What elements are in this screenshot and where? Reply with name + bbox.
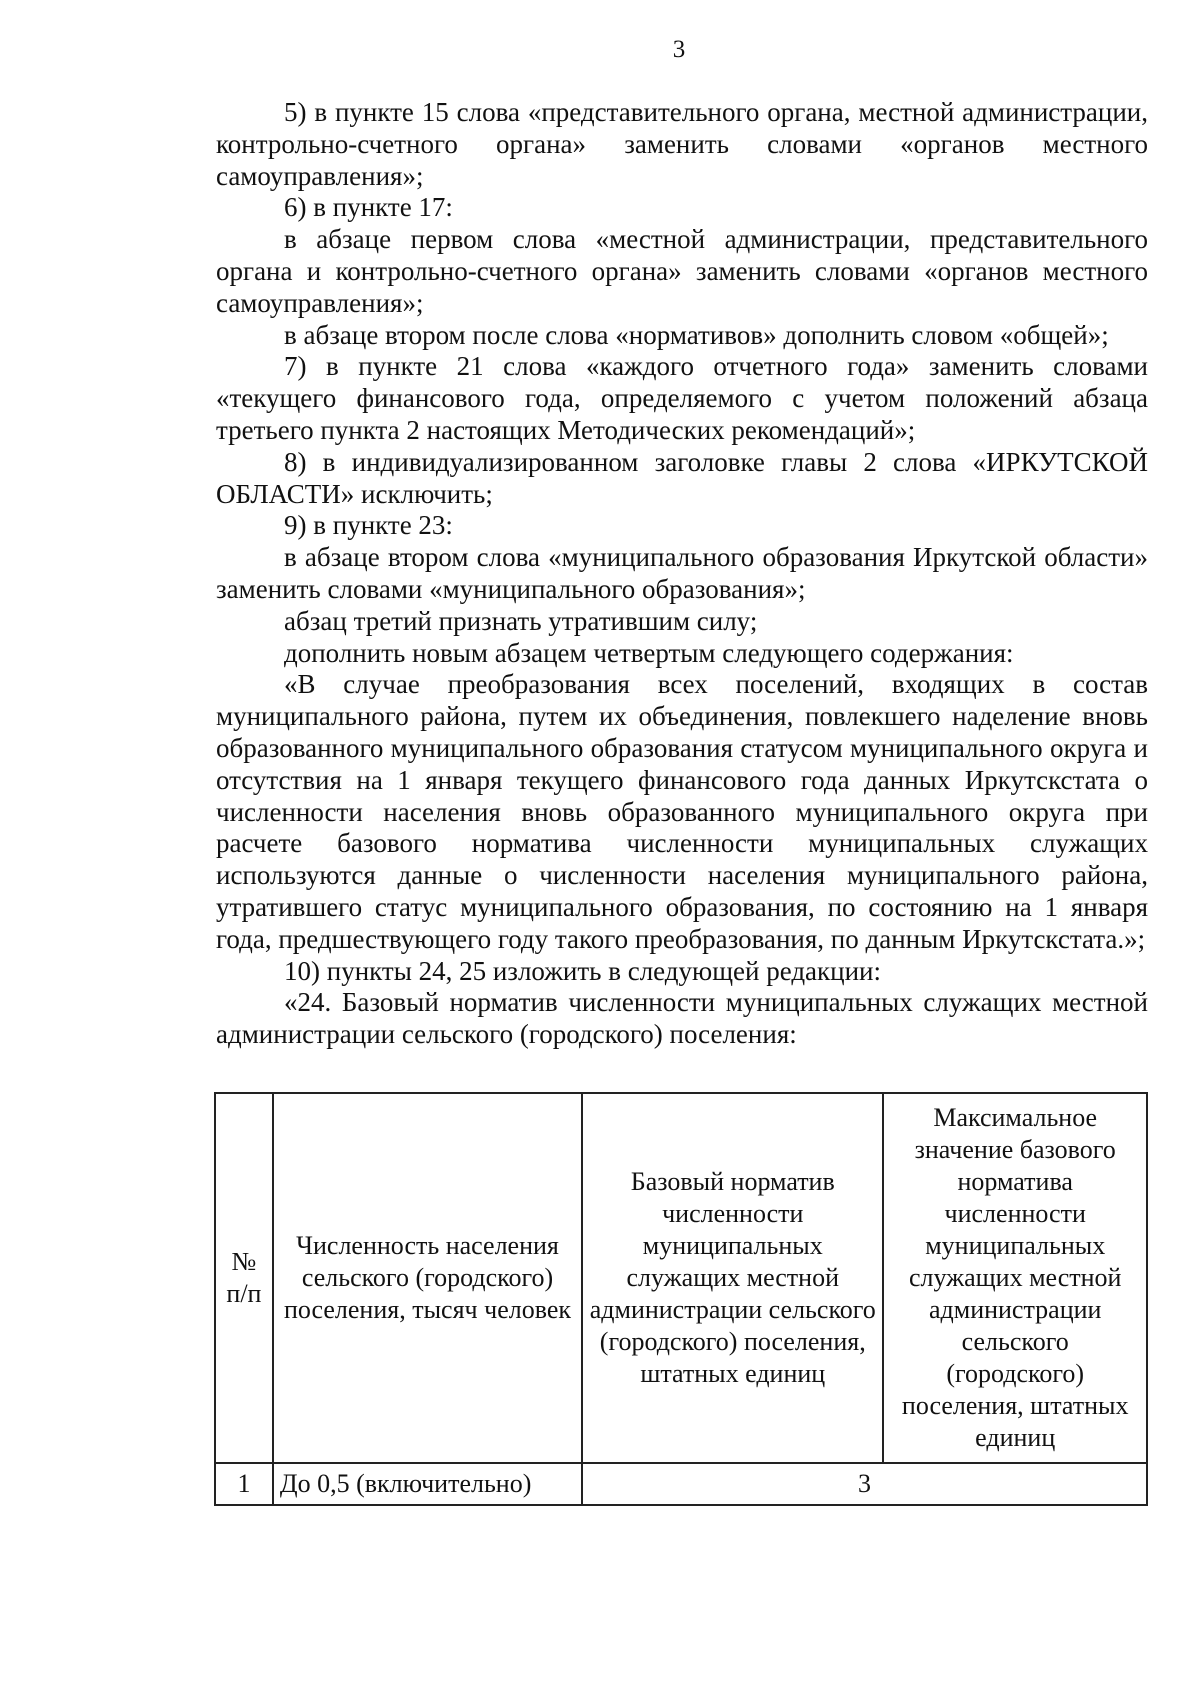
paragraph: в абзаце первом слова «местной администрации, представительного органа и контрольно-счетного органа» заменить словами «органов местного самоуправления»; [216,224,1148,318]
cell-norm-value: 3 [582,1463,1147,1505]
paragraph: в абзаце втором слова «муниципального образования Иркутской области» заменить словами «муниципального образования»; [216,542,1148,604]
paragraph: 8) в индивидуализированном заголовке главы 2 слова «ИРКУТСКОЙ ОБЛАСТИ» исключить; [216,446,1148,509]
header-base-norm: Базовый норматив численности муниципальных служащих местной администрации сельского (городского) поселения, штатных единиц [582,1093,883,1463]
norms-table [214,1092,1148,1506]
header-max-norm: Максимальное значение базового норматива численности муниципальных служащих местной администрации сельского (городского) поселения, штатных единиц [883,1093,1147,1463]
paragraph: абзац третий признать утратившим силу; [284,605,758,636]
header-population: Численность населения сельского (городского) поселения, тысяч человек [273,1093,582,1463]
cell-number: 1 [215,1463,273,1505]
paragraph: 5) в пункте 15 слова «представительного органа, местной администрации, контрольно-счетного органа» заменить словами «органов местного самоуправления»; [216,97,1148,191]
header-number: № п/п [215,1093,273,1463]
paragraph: «24. Базовый норматив численности муниципальных служащих местной администрации сельского (городского) поселения: [216,987,1148,1050]
table-header-row [215,1093,1147,1463]
paragraph: 10) пункты 24, 25 изложить в следующей редакции: [284,955,882,986]
page-number: 3 [672,36,686,63]
paragraph: 6) в пункте 17: [284,192,453,223]
paragraph: 9) в пункте 23: [284,510,453,541]
paragraph: «В случае преобразования всех поселений, входящих в состав муниципального района, путем их объединения, повлекшего наделение вновь образованного муниципального образования статусом муниципального округа и отсутствия на 1 января текущего финансового года данных Иркутскстата о численности населения вновь образованного муниципального округа при расчете базового норматива численности муниципальных служащих используются данные о численности населения муниципального района, утратившего статус муниципального образования, по состоянию на 1 января года, предшествующего году такого преобразования, по данным Иркутскстата.»; [216,669,1148,954]
paragraph: дополнить новым абзацем четвертым следующего содержания: [284,637,1014,668]
cell-population: До 0,5 (включительно) [273,1463,582,1505]
table-row [215,1463,1147,1505]
paragraph: в абзаце втором после слова «нормативов» дополнить словом «общей»; [284,319,1109,350]
paragraph: 7) в пункте 21 слова «каждого отчетного года» заменить словами «текущего финансового года, определяемого с учетом положений абзаца третьего пункта 2 настоящих Методических рекомендаций»; [216,351,1148,445]
document-body [216,97,1148,1051]
